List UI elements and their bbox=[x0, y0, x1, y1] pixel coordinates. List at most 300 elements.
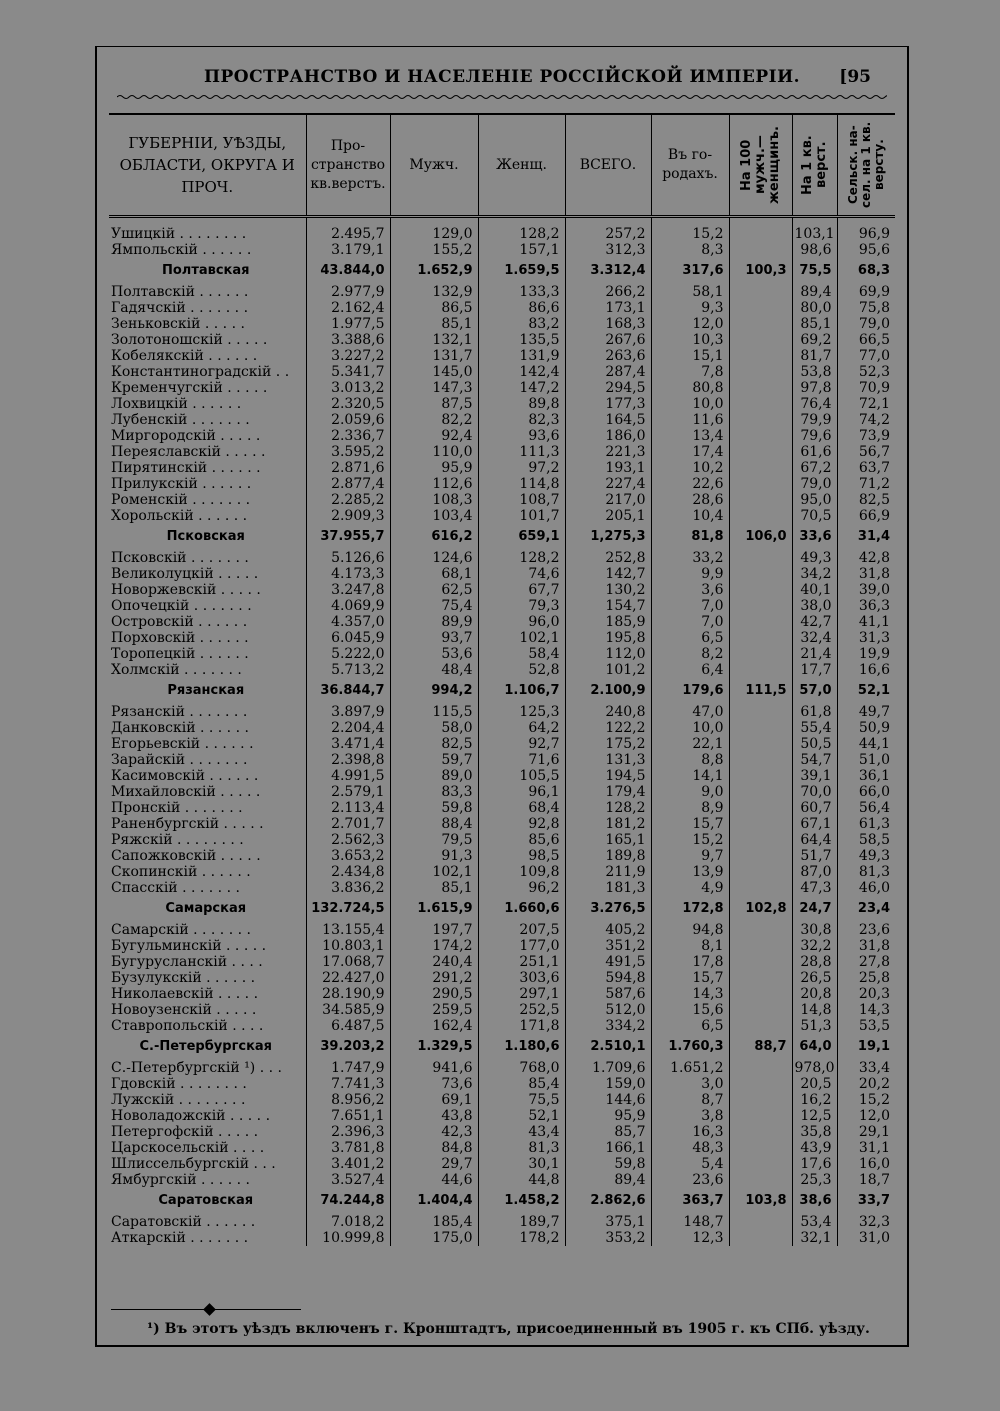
cell-total: 85,7 bbox=[565, 1124, 651, 1140]
table-row bbox=[109, 332, 895, 348]
table-body bbox=[109, 217, 895, 1247]
cell-name: Николаевскій . . . . . bbox=[111, 986, 259, 1002]
cell-ratio bbox=[729, 662, 792, 678]
cell-ratio bbox=[729, 242, 792, 258]
cell-male: 89,9 bbox=[390, 614, 478, 630]
cell-total: 491,5 bbox=[565, 954, 651, 970]
cell-density: 34,2 bbox=[792, 566, 837, 582]
cell-rural-density: 77,0 bbox=[837, 348, 895, 364]
cell-rural-density: 71,2 bbox=[837, 476, 895, 492]
cell-total: 101,2 bbox=[565, 662, 651, 678]
cell-male: 29,7 bbox=[390, 1156, 478, 1172]
cell-urban: 8,2 bbox=[651, 646, 729, 662]
cell-male: 102,1 bbox=[390, 864, 478, 880]
table-row bbox=[109, 646, 895, 662]
cell-male: 87,5 bbox=[390, 396, 478, 412]
cell-female: 86,6 bbox=[478, 300, 565, 316]
cell-urban: 7,0 bbox=[651, 614, 729, 630]
cell-density: 43,9 bbox=[792, 1140, 837, 1156]
table-row bbox=[109, 864, 895, 880]
cell-male: 82,5 bbox=[390, 736, 478, 752]
cell-total: 3.276,5 bbox=[565, 896, 651, 922]
cell-density: 54,7 bbox=[792, 752, 837, 768]
cell-area: 3.653,2 bbox=[306, 848, 390, 864]
cell-female: 128,2 bbox=[478, 550, 565, 566]
cell-area: 5.126,6 bbox=[306, 550, 390, 566]
cell-female: 52,8 bbox=[478, 662, 565, 678]
cell-area: 2.285,2 bbox=[306, 492, 390, 508]
cell-urban: 15,2 bbox=[651, 226, 729, 242]
cell-density: 55,4 bbox=[792, 720, 837, 736]
cell-rural-density: 20,3 bbox=[837, 986, 895, 1002]
cell-area: 2.336,7 bbox=[306, 428, 390, 444]
cell-female: 297,1 bbox=[478, 986, 565, 1002]
cell-male: 92,4 bbox=[390, 428, 478, 444]
cell-urban: 9,3 bbox=[651, 300, 729, 316]
cell-rural-density: 31,0 bbox=[837, 1230, 895, 1246]
cell-male: 95,9 bbox=[390, 460, 478, 476]
cell-male: 131,7 bbox=[390, 348, 478, 364]
cell-density: 28,8 bbox=[792, 954, 837, 970]
cell-male: 53,6 bbox=[390, 646, 478, 662]
table-row bbox=[109, 736, 895, 752]
cell-urban: 172,8 bbox=[651, 896, 729, 922]
cell-female: 96,0 bbox=[478, 614, 565, 630]
table-row bbox=[109, 226, 895, 242]
cell-density: 17,7 bbox=[792, 662, 837, 678]
cell-ratio bbox=[729, 1076, 792, 1092]
cell-ratio bbox=[729, 226, 792, 242]
cell-density: 32,2 bbox=[792, 938, 837, 954]
cell-female: 75,5 bbox=[478, 1092, 565, 1108]
cell-rural-density: 82,5 bbox=[837, 492, 895, 508]
table-row bbox=[109, 662, 895, 678]
cell-rural-density: 44,1 bbox=[837, 736, 895, 752]
cell-female: 125,3 bbox=[478, 704, 565, 720]
cell-ratio bbox=[729, 1092, 792, 1108]
cell-urban: 8,1 bbox=[651, 938, 729, 954]
table-row bbox=[109, 922, 895, 938]
province-row bbox=[109, 258, 895, 284]
cell-density: 51,3 bbox=[792, 1018, 837, 1034]
cell-name: Данковскій . . . . . . bbox=[111, 720, 249, 736]
cell-female: 111,3 bbox=[478, 444, 565, 460]
cell-urban: 11,6 bbox=[651, 412, 729, 428]
table-row bbox=[109, 1108, 895, 1124]
table-row bbox=[109, 1060, 895, 1076]
cell-area: 3.595,2 bbox=[306, 444, 390, 460]
cell-total: 1.709,6 bbox=[565, 1060, 651, 1076]
cell-female: 207,5 bbox=[478, 922, 565, 938]
cell-area: 2.562,3 bbox=[306, 832, 390, 848]
cell-total: 189,8 bbox=[565, 848, 651, 864]
cell-area: 10.803,1 bbox=[306, 938, 390, 954]
cell-name: Михайловскій . . . . . bbox=[111, 784, 261, 800]
cell-urban: 148,7 bbox=[651, 1214, 729, 1230]
cell-name: Островскій . . . . . . bbox=[111, 614, 248, 630]
cell-urban: 363,7 bbox=[651, 1188, 729, 1214]
cell-male: 941,6 bbox=[390, 1060, 478, 1076]
cell-total: 168,3 bbox=[565, 316, 651, 332]
cell-urban: 8,9 bbox=[651, 800, 729, 816]
col-header-female: Женщ. bbox=[478, 114, 565, 217]
province-row bbox=[109, 678, 895, 704]
cell-male: 112,6 bbox=[390, 476, 478, 492]
cell-name: Холмскій . . . . . . . bbox=[111, 662, 242, 678]
cell-total: 334,2 bbox=[565, 1018, 651, 1034]
cell-total: 252,8 bbox=[565, 550, 651, 566]
table-row bbox=[109, 396, 895, 412]
cell-urban: 22,1 bbox=[651, 736, 729, 752]
cell-rural-density: 52,1 bbox=[837, 678, 895, 704]
cell-total: 89,4 bbox=[565, 1172, 651, 1188]
cell-density: 32,4 bbox=[792, 630, 837, 646]
cell-name: Великолуцкій . . . . . bbox=[111, 566, 259, 582]
cell-name: Псковскій . . . . . . . bbox=[111, 550, 249, 566]
cell-name: Прилукскій . . . . . . bbox=[111, 476, 252, 492]
cell-name: Раненбургскій . . . . . bbox=[111, 816, 264, 832]
table-row bbox=[109, 284, 895, 300]
cell-name: Рязанскій . . . . . . . bbox=[111, 704, 248, 720]
cell-urban: 10,4 bbox=[651, 508, 729, 524]
cell-rural-density: 53,5 bbox=[837, 1018, 895, 1034]
cell-total: 112,0 bbox=[565, 646, 651, 662]
cell-name: Самарская bbox=[165, 901, 247, 916]
cell-female: 52,1 bbox=[478, 1108, 565, 1124]
cell-area: 13.155,4 bbox=[306, 922, 390, 938]
cell-area: 6.487,5 bbox=[306, 1018, 390, 1034]
cell-female: 1.180,6 bbox=[478, 1034, 565, 1060]
cell-urban: 94,8 bbox=[651, 922, 729, 938]
cell-area: 4.173,3 bbox=[306, 566, 390, 582]
cell-density: 87,0 bbox=[792, 864, 837, 880]
cell-male: 240,4 bbox=[390, 954, 478, 970]
table-row bbox=[109, 492, 895, 508]
cell-ratio bbox=[729, 986, 792, 1002]
cell-female: 79,3 bbox=[478, 598, 565, 614]
cell-female: 92,7 bbox=[478, 736, 565, 752]
table-row bbox=[109, 550, 895, 566]
cell-rural-density: 23,4 bbox=[837, 896, 895, 922]
cell-total: 95,9 bbox=[565, 1108, 651, 1124]
cell-name: Лужскій . . . . . . . . bbox=[111, 1092, 246, 1108]
cell-total: 193,1 bbox=[565, 460, 651, 476]
cell-male: 1.404,4 bbox=[390, 1188, 478, 1214]
cell-total: 217,0 bbox=[565, 492, 651, 508]
cell-urban: 47,0 bbox=[651, 704, 729, 720]
cell-density: 26,5 bbox=[792, 970, 837, 986]
cell-area: 3.247,8 bbox=[306, 582, 390, 598]
cell-area: 2.495,7 bbox=[306, 226, 390, 242]
table-row bbox=[109, 1092, 895, 1108]
table-row bbox=[109, 720, 895, 736]
cell-female: 1.660,6 bbox=[478, 896, 565, 922]
cell-male: 86,5 bbox=[390, 300, 478, 316]
cell-female: 96,1 bbox=[478, 784, 565, 800]
cell-male: 155,2 bbox=[390, 242, 478, 258]
cell-female: 1.106,7 bbox=[478, 678, 565, 704]
cell-male: 1.652,9 bbox=[390, 258, 478, 284]
cell-urban: 58,1 bbox=[651, 284, 729, 300]
province-row bbox=[109, 896, 895, 922]
cell-area: 39.203,2 bbox=[306, 1034, 390, 1060]
cell-urban: 4,9 bbox=[651, 880, 729, 896]
cell-rural-density: 39,0 bbox=[837, 582, 895, 598]
cell-total: 512,0 bbox=[565, 1002, 651, 1018]
cell-ratio bbox=[729, 550, 792, 566]
cell-density: 79,9 bbox=[792, 412, 837, 428]
cell-area: 3.781,8 bbox=[306, 1140, 390, 1156]
cell-density: 51,7 bbox=[792, 848, 837, 864]
cell-area: 36.844,7 bbox=[306, 678, 390, 704]
cell-male: 1.329,5 bbox=[390, 1034, 478, 1060]
cell-total: 128,2 bbox=[565, 800, 651, 816]
cell-ratio bbox=[729, 364, 792, 380]
cell-female: 251,1 bbox=[478, 954, 565, 970]
cell-urban: 23,6 bbox=[651, 1172, 729, 1188]
table-row bbox=[109, 704, 895, 720]
cell-urban: 5,4 bbox=[651, 1156, 729, 1172]
cell-ratio bbox=[729, 1002, 792, 1018]
cell-density: 20,8 bbox=[792, 986, 837, 1002]
cell-density: 69,2 bbox=[792, 332, 837, 348]
cell-area: 10.999,8 bbox=[306, 1230, 390, 1246]
cell-rural-density: 66,5 bbox=[837, 332, 895, 348]
cell-total: 1,275,3 bbox=[565, 524, 651, 550]
table-row bbox=[109, 614, 895, 630]
cell-rural-density: 72,1 bbox=[837, 396, 895, 412]
cell-total: 59,8 bbox=[565, 1156, 651, 1172]
table-row bbox=[109, 300, 895, 316]
cell-male: 185,4 bbox=[390, 1214, 478, 1230]
cell-rural-density: 96,9 bbox=[837, 226, 895, 242]
cell-urban: 12,3 bbox=[651, 1230, 729, 1246]
cell-female: 189,7 bbox=[478, 1214, 565, 1230]
cell-female: 43,4 bbox=[478, 1124, 565, 1140]
cell-density: 61,8 bbox=[792, 704, 837, 720]
cell-density: 97,8 bbox=[792, 380, 837, 396]
cell-urban: 14,1 bbox=[651, 768, 729, 784]
cell-density: 33,6 bbox=[792, 524, 837, 550]
cell-female: 89,8 bbox=[478, 396, 565, 412]
cell-name: Золотоношскій . . . . . bbox=[111, 332, 268, 348]
cell-urban: 1.651,2 bbox=[651, 1060, 729, 1076]
cell-rural-density: 33,4 bbox=[837, 1060, 895, 1076]
cell-name: Егорьевскій . . . . . . bbox=[111, 736, 254, 752]
cell-name: Ямбургскій . . . . . . bbox=[111, 1172, 250, 1188]
cell-area: 3.897,9 bbox=[306, 704, 390, 720]
cell-male: 85,1 bbox=[390, 316, 478, 332]
cell-total: 185,9 bbox=[565, 614, 651, 630]
cell-density: 20,5 bbox=[792, 1076, 837, 1092]
col-header-urban: Въ го-родахъ. bbox=[651, 114, 729, 217]
cell-rural-density: 51,0 bbox=[837, 752, 895, 768]
cell-rural-density: 58,5 bbox=[837, 832, 895, 848]
cell-male: 42,3 bbox=[390, 1124, 478, 1140]
cell-rural-density: 79,0 bbox=[837, 316, 895, 332]
cell-area: 132.724,5 bbox=[306, 896, 390, 922]
cell-ratio bbox=[729, 348, 792, 364]
cell-total: 186,0 bbox=[565, 428, 651, 444]
cell-ratio bbox=[729, 768, 792, 784]
cell-female: 768,0 bbox=[478, 1060, 565, 1076]
cell-female: 64,2 bbox=[478, 720, 565, 736]
cell-total: 175,2 bbox=[565, 736, 651, 752]
cell-female: 71,6 bbox=[478, 752, 565, 768]
cell-name: Царскосельскій . . . . bbox=[111, 1140, 265, 1156]
cell-name: Кобелякскій . . . . . . bbox=[111, 348, 258, 364]
cell-total: 263,6 bbox=[565, 348, 651, 364]
cell-urban: 16,3 bbox=[651, 1124, 729, 1140]
cell-rural-density: 27,8 bbox=[837, 954, 895, 970]
cell-ratio bbox=[729, 1140, 792, 1156]
table-row bbox=[109, 1230, 895, 1246]
cell-total: 142,7 bbox=[565, 566, 651, 582]
cell-rural-density: 56,4 bbox=[837, 800, 895, 816]
cell-male: 62,5 bbox=[390, 582, 478, 598]
cell-urban: 15,2 bbox=[651, 832, 729, 848]
cell-name: Петергофскій . . . . . bbox=[111, 1124, 259, 1140]
cell-ratio bbox=[729, 1214, 792, 1230]
cell-urban: 1.760,3 bbox=[651, 1034, 729, 1060]
cell-urban: 7,8 bbox=[651, 364, 729, 380]
cell-rural-density: 31,3 bbox=[837, 630, 895, 646]
table-row bbox=[109, 1172, 895, 1188]
cell-ratio bbox=[729, 614, 792, 630]
cell-rural-density: 73,9 bbox=[837, 428, 895, 444]
cell-name: Бугурусланскій . . . . bbox=[111, 954, 263, 970]
cell-area: 4.069,9 bbox=[306, 598, 390, 614]
cell-ratio bbox=[729, 752, 792, 768]
table-row bbox=[109, 1156, 895, 1172]
table-row bbox=[109, 970, 895, 986]
cell-density: 60,7 bbox=[792, 800, 837, 816]
cell-rural-density: 31,4 bbox=[837, 524, 895, 550]
cell-area: 28.190,9 bbox=[306, 986, 390, 1002]
cell-urban: 17,4 bbox=[651, 444, 729, 460]
cell-area: 2.871,6 bbox=[306, 460, 390, 476]
cell-density: 14,8 bbox=[792, 1002, 837, 1018]
cell-urban: 14,3 bbox=[651, 986, 729, 1002]
cell-total: 164,5 bbox=[565, 412, 651, 428]
footnote-ornament bbox=[203, 1303, 216, 1316]
cell-area: 22.427,0 bbox=[306, 970, 390, 986]
cell-male: 59,7 bbox=[390, 752, 478, 768]
cell-area: 1.977,5 bbox=[306, 316, 390, 332]
cell-total: 227,4 bbox=[565, 476, 651, 492]
cell-name: Ставропольскій . . . . bbox=[111, 1018, 264, 1034]
cell-male: 103,4 bbox=[390, 508, 478, 524]
cell-total: 177,3 bbox=[565, 396, 651, 412]
cell-male: 48,4 bbox=[390, 662, 478, 678]
cell-area: 2.396,3 bbox=[306, 1124, 390, 1140]
cell-area: 2.909,3 bbox=[306, 508, 390, 524]
table-row bbox=[109, 986, 895, 1002]
cell-name: Переяславскій . . . . . bbox=[111, 444, 266, 460]
cell-ratio bbox=[729, 582, 792, 598]
cell-name: Пронскій . . . . . . . bbox=[111, 800, 243, 816]
cell-ratio bbox=[729, 720, 792, 736]
cell-name: Бугульминскій . . . . . bbox=[111, 938, 267, 954]
cell-female: 303,6 bbox=[478, 970, 565, 986]
table-row bbox=[109, 832, 895, 848]
cell-density: 67,1 bbox=[792, 816, 837, 832]
cell-density: 80,0 bbox=[792, 300, 837, 316]
cell-density: 12,5 bbox=[792, 1108, 837, 1124]
cell-name: С.-Петербургскій ¹) . . . bbox=[111, 1060, 282, 1076]
table-row bbox=[109, 784, 895, 800]
cell-name: Сапожковскій . . . . . bbox=[111, 848, 261, 864]
cell-ratio: 102,8 bbox=[729, 896, 792, 922]
cell-urban: 22,6 bbox=[651, 476, 729, 492]
cell-urban: 33,2 bbox=[651, 550, 729, 566]
cell-male: 88,4 bbox=[390, 816, 478, 832]
table-row bbox=[109, 1076, 895, 1092]
cell-female: 252,5 bbox=[478, 1002, 565, 1018]
cell-ratio bbox=[729, 284, 792, 300]
table-row bbox=[109, 566, 895, 582]
cell-total: 211,9 bbox=[565, 864, 651, 880]
cell-name: Лохвицкій . . . . . . bbox=[111, 396, 242, 412]
cell-female: 96,2 bbox=[478, 880, 565, 896]
cell-total: 181,3 bbox=[565, 880, 651, 896]
cell-density: 70,5 bbox=[792, 508, 837, 524]
wavy-rule bbox=[117, 93, 887, 101]
cell-male: 83,3 bbox=[390, 784, 478, 800]
cell-area: 74.244,8 bbox=[306, 1188, 390, 1214]
cell-name: Кременчугскій . . . . . bbox=[111, 380, 268, 396]
cell-rural-density: 31,8 bbox=[837, 566, 895, 582]
cell-urban: 9,0 bbox=[651, 784, 729, 800]
table-row bbox=[109, 380, 895, 396]
cell-ratio bbox=[729, 492, 792, 508]
cell-urban: 80,8 bbox=[651, 380, 729, 396]
table-row bbox=[109, 1140, 895, 1156]
cell-female: 68,4 bbox=[478, 800, 565, 816]
cell-ratio: 88,7 bbox=[729, 1034, 792, 1060]
cell-rural-density: 61,3 bbox=[837, 816, 895, 832]
cell-name: Псковская bbox=[166, 529, 245, 544]
cell-name: Гдовскій . . . . . . . . bbox=[111, 1076, 247, 1092]
cell-female: 98,5 bbox=[478, 848, 565, 864]
cell-area: 17.068,7 bbox=[306, 954, 390, 970]
cell-rural-density: 50,9 bbox=[837, 720, 895, 736]
cell-male: 129,0 bbox=[390, 226, 478, 242]
cell-male: 108,3 bbox=[390, 492, 478, 508]
cell-rural-density: 66,9 bbox=[837, 508, 895, 524]
cell-rural-density: 52,3 bbox=[837, 364, 895, 380]
cell-ratio bbox=[729, 848, 792, 864]
cell-urban: 13,9 bbox=[651, 864, 729, 880]
cell-area: 5.713,2 bbox=[306, 662, 390, 678]
cell-total: 166,1 bbox=[565, 1140, 651, 1156]
cell-total: 2.862,6 bbox=[565, 1188, 651, 1214]
cell-area: 8.956,2 bbox=[306, 1092, 390, 1108]
cell-area: 4.991,5 bbox=[306, 768, 390, 784]
table-row bbox=[109, 938, 895, 954]
cell-ratio bbox=[729, 646, 792, 662]
page-frame bbox=[95, 46, 909, 1347]
cell-female: 1.659,5 bbox=[478, 258, 565, 284]
cell-area: 2.162,4 bbox=[306, 300, 390, 316]
cell-male: 73,6 bbox=[390, 1076, 478, 1092]
cell-density: 98,6 bbox=[792, 242, 837, 258]
cell-urban: 13,4 bbox=[651, 428, 729, 444]
cell-urban: 10,2 bbox=[651, 460, 729, 476]
cell-urban: 8,7 bbox=[651, 1092, 729, 1108]
cell-name: Константиноградскій . . bbox=[111, 364, 290, 380]
cell-ratio bbox=[729, 508, 792, 524]
